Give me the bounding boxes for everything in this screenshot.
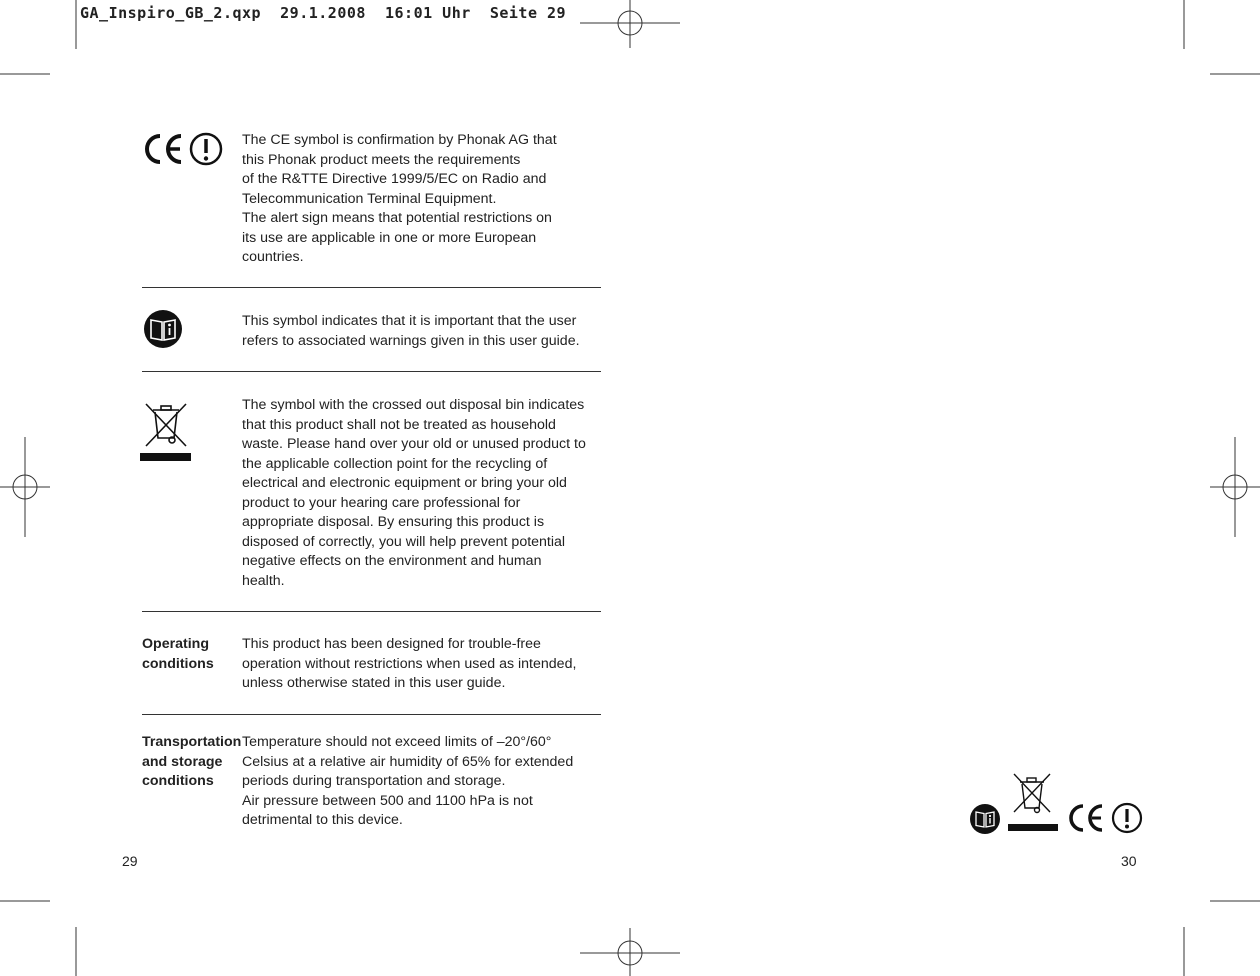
transport-conditions-label: Transportation and storage conditions — [142, 734, 242, 789]
operating-conditions-label: Operating conditions — [142, 636, 214, 672]
crossed-bin-icon — [140, 400, 192, 462]
section-divider — [142, 287, 601, 288]
transport-conditions-text: Temperature should not exceed limits of –20°/60° Celsius at a relative air humidity of 65% for extended periods during transportation and storage. Air pressure between 500 and 1100 hPa is not detrimental to this device. — [242, 734, 574, 828]
info-book-icon — [142, 309, 186, 349]
section-divider — [142, 371, 601, 372]
weee-description: The symbol with the crossed out disposal bin indicates that this product shall not be treated as household waste. Please hand over your old or unused product to the applicable collection point for the recycling of electrical and electronic equipment or bring your old product to your hearing care professional for appropriate disposal. By ensuring this product is disposed of correctly, you will help prevent potential negative effects on the environment and human health. — [242, 397, 586, 589]
page-number-left: 29 — [122, 853, 138, 869]
section-divider — [142, 611, 601, 612]
alert-icon — [1113, 804, 1141, 832]
crossed-bin-icon — [1008, 774, 1058, 831]
operating-conditions-text: This product has been designed for trouble-free operation without restrictions when used as intended, unless otherwise stated in this user guide. — [242, 636, 577, 691]
ce-mark-icon — [147, 136, 181, 162]
page-number-right: 30 — [1121, 853, 1137, 869]
print-slug: GA_Inspiro_GB_2.qxp 29.1.2008 16:01 Uhr Seite 29 — [80, 4, 567, 22]
info-description: This symbol indicates that it is important that the user refers to associated warnings given in this user guide. — [242, 313, 580, 349]
alert-icon — [191, 134, 221, 164]
section-divider — [142, 714, 601, 715]
ce-description: The CE symbol is confirmation by Phonak AG that this Phonak product meets the requirements of the R&TTE Directive 1999/5/EC on Radio and Telecommunication Terminal Equipment. The alert sign means that potential restrictions on its use are applicable in one or more European countries. — [242, 132, 557, 265]
symbols-group — [968, 770, 1146, 836]
ce-alert-icon — [142, 131, 224, 169]
info-book-icon — [970, 804, 1000, 834]
ce-mark-icon — [1071, 806, 1102, 830]
